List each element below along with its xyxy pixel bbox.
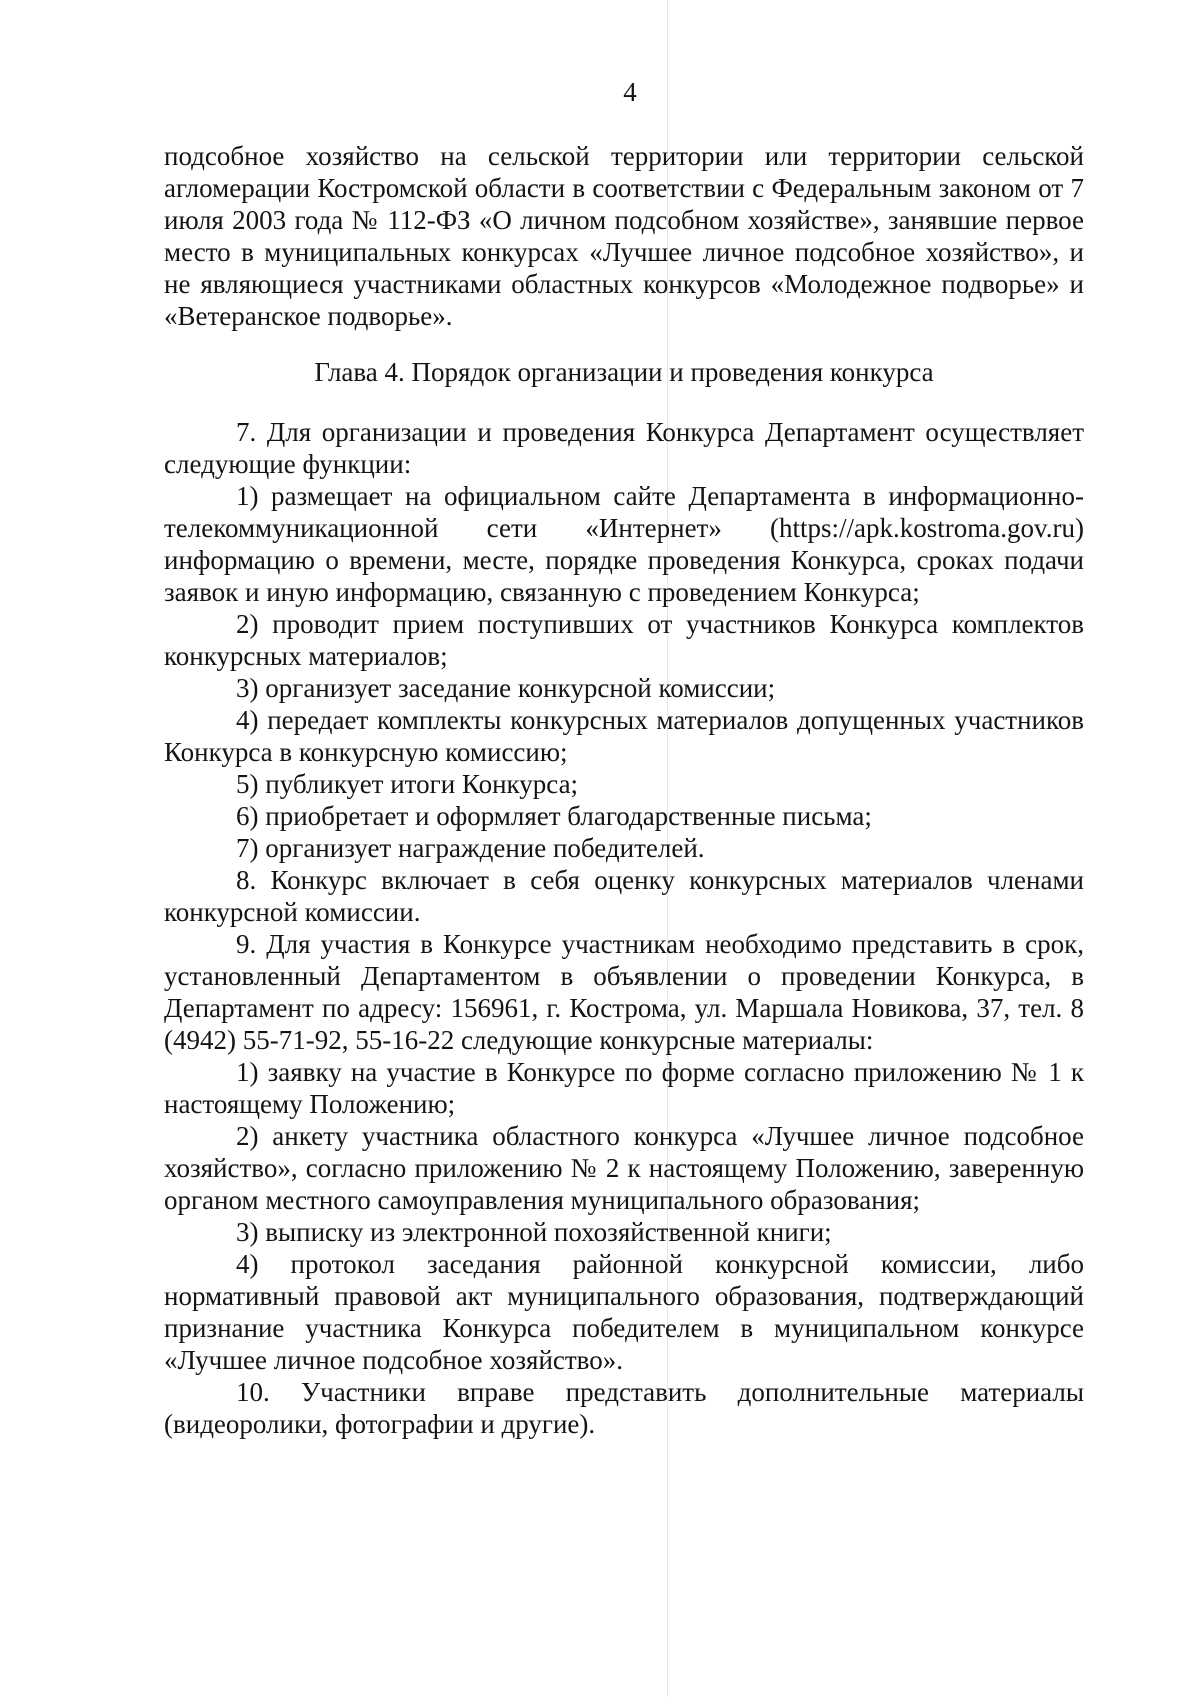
paragraph-7-item-3: 3) организует заседание конкурсной комиссии; — [236, 673, 776, 703]
paragraph-10: 10. Участники вправе представить дополнительные материалы (видеоролики, фотографии и другие). — [164, 1377, 1084, 1439]
paragraph-7-item-5: 5) публикует итоги Конкурса; — [236, 769, 579, 799]
paragraph-9-item-1: 1) заявку на участие в Конкурсе по форме согласно приложению № 1 к настоящему Положению; — [164, 1057, 1084, 1119]
paragraph-intro: подсобное хозяйство на сельской территории или территории сельской агломерации Костромской области в соответствии с Федеральным законом от 7 июля 2003 года № 112-ФЗ «О личном подсобном хозяйстве», занявшие первое место в муниципальных конкурсах «Лучшее личное подсобное хозяйство», и не являющиеся участниками областных конкурсов «Молодежное подворье» и «Ветеранское подворье». — [164, 141, 1084, 331]
paragraph-9: 9. Для участия в Конкурсе участникам необходимо представить в срок, установленный Департаментом в объявлении о проведении Конкурса, в Департамент по адресу: 156961, г. Кострома, ул. Маршала Новикова, 37, тел. 8 (4942) 55-71-92, 55-16-22 следующие конкурсные материалы: — [164, 929, 1084, 1055]
paragraph-7-item-6: 6) приобретает и оформляет благодарственные письма; — [236, 801, 872, 831]
paragraph-9-item-3: 3) выписку из электронной похозяйственной книги; — [236, 1217, 832, 1247]
paragraph-8: 8. Конкурс включает в себя оценку конкурсных материалов членами конкурсной комиссии. — [164, 865, 1084, 927]
document-body — [164, 140, 1084, 1440]
paragraph-7-item-7: 7) организует награждение победителей. — [236, 833, 705, 863]
page-number: 4 — [623, 77, 637, 107]
paragraph-7-item-4: 4) передает комплекты конкурсных материалов допущенных участников Конкурса в конкурсную комиссию; — [164, 705, 1084, 767]
paragraph-9-item-4: 4) протокол заседания районной конкурсной комиссии, либо нормативный правовой акт муниципального образования, подтверждающий признание участника Конкурса победителем в муниципальном конкурсе «Лучшее личное подсобное хозяйство». — [164, 1249, 1084, 1375]
paragraph-7: 7. Для организации и проведения Конкурса Департамент осуществляет следующие функции: — [164, 417, 1084, 479]
paragraph-9-item-2: 2) анкету участника областного конкурса «Лучшее личное подсобное хозяйство», согласно приложению № 2 к настоящему Положению, заверенную органом местного самоуправления муниципального образования; — [164, 1121, 1084, 1215]
paragraph-7-item-1: 1) размещает на официальном сайте Департамента в информационно-телекоммуникационной сети «Интернет» (https://apk.kostroma.gov.ru) информацию о времени, месте, порядке проведения Конкурса, сроках подачи заявок и иную информацию, связанную с проведением Конкурса; — [164, 481, 1084, 607]
paragraph-7-item-2: 2) проводит прием поступивших от участников Конкурса комплектов конкурсных материалов; — [164, 609, 1084, 671]
chapter-heading: Глава 4. Порядок организации и проведения конкурса — [314, 357, 934, 387]
